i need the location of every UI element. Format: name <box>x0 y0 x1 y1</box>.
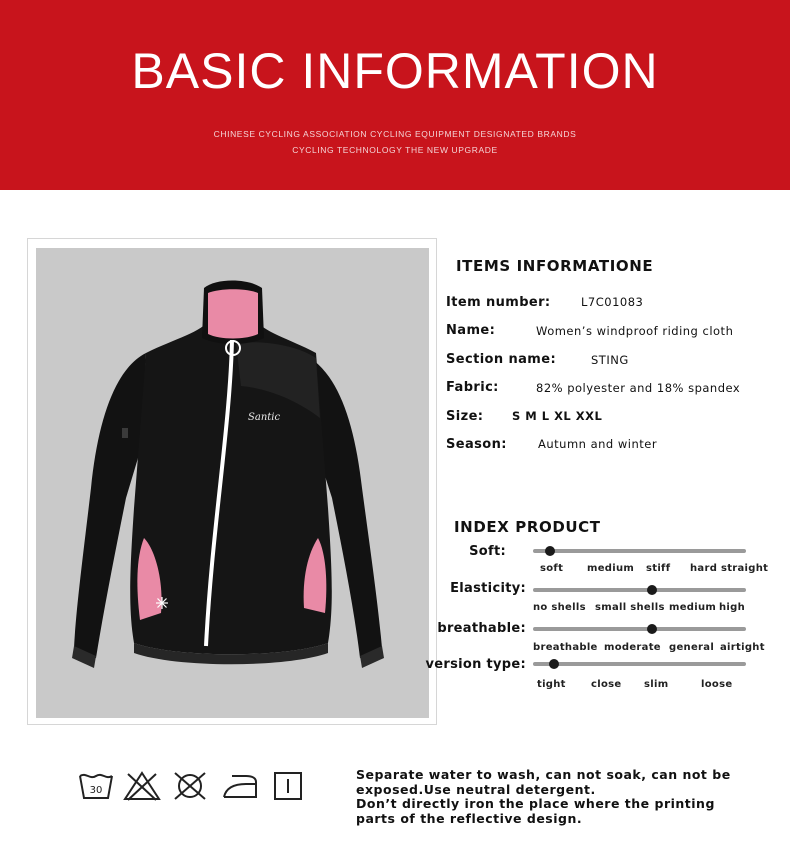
version-type-option: slim <box>644 679 669 690</box>
snowflake-logo-icon <box>156 597 168 609</box>
header-banner <box>0 0 790 190</box>
elasticity-scale <box>533 588 746 592</box>
size-label: Size: <box>446 409 484 424</box>
breathable-option: general <box>669 642 715 653</box>
care-line: parts of the reflective design. <box>356 810 583 826</box>
svg-text:30: 30 <box>89 785 103 796</box>
breathable-indicator <box>647 624 657 634</box>
version-type-option: close <box>591 679 622 690</box>
breathable-option: moderate <box>604 642 661 653</box>
size-value: S M L XL XXL <box>512 409 603 423</box>
soft-option: soft <box>540 563 564 574</box>
fabric-value: 82% polyester and 18% spandex <box>536 381 741 395</box>
season-label: Season: <box>446 437 507 452</box>
version-type-indicator <box>549 659 559 669</box>
breathable-option: breathable <box>533 642 598 653</box>
page-title: BASIC INFORMATION <box>131 43 659 99</box>
soft-option: medium <box>587 563 635 574</box>
care-instructions <box>356 768 776 826</box>
name-value: Women’s windproof riding cloth <box>536 324 734 338</box>
season-value: Autumn and winter <box>538 437 658 451</box>
version-type-label: version type: <box>425 657 526 672</box>
section-name-value: STING <box>591 353 629 367</box>
dry-flat-icon <box>272 770 304 802</box>
care-line: exposed.Use neutral detergent. <box>356 781 596 797</box>
sleeve-badge <box>122 428 128 438</box>
item-number-label: Item number: <box>446 295 551 310</box>
banner-subtitle-1: CHINESE CYCLING ASSOCIATION CYCLING EQUIPMENT DESIGNATED BRANDS <box>213 129 577 139</box>
jacket-illustration <box>36 248 429 718</box>
elasticity-option: medium <box>669 602 717 613</box>
elasticity-option: high <box>719 602 746 613</box>
soft-label: Soft: <box>469 544 506 559</box>
elasticity-option: small shells <box>595 602 665 613</box>
version-type-scale <box>533 662 746 666</box>
section-name-label: Section name: <box>446 352 557 367</box>
elasticity-option: no shells <box>533 602 586 613</box>
wash-30-icon <box>78 770 114 802</box>
brand-logo: Santic <box>248 412 281 423</box>
no-tumble-dry-icon <box>170 770 210 802</box>
banner-subtitle-2: CYCLING TECHNOLOGY THE NEW UPGRADE <box>292 145 498 155</box>
name-label: Name: <box>446 323 496 338</box>
breathable-label: breathable: <box>437 621 526 636</box>
version-type-option: loose <box>701 679 733 690</box>
soft-option: hard straight <box>690 563 769 574</box>
elasticity-label: Elasticity: <box>450 581 526 596</box>
elasticity-indicator <box>647 585 657 595</box>
product-photo-frame <box>27 238 437 725</box>
breathable-option: airtight <box>720 642 765 653</box>
index-section-title: INDEX PRODUCT <box>454 518 601 536</box>
soft-scale <box>533 549 746 553</box>
soft-indicator <box>545 546 555 556</box>
version-type-option: tight <box>537 679 566 690</box>
no-bleach-icon <box>122 770 162 802</box>
soft-option: stiff <box>646 563 671 574</box>
breathable-scale <box>533 627 746 631</box>
fabric-label: Fabric: <box>446 380 499 395</box>
product-photo <box>36 248 429 718</box>
care-line: Separate water to wash, can not soak, can not be <box>356 767 731 782</box>
items-section-title: ITEMS INFORMATIONE <box>456 257 654 275</box>
iron-icon <box>220 770 260 802</box>
care-line: Don’t directly iron the place where the printing <box>356 796 715 811</box>
care-icons <box>78 770 308 806</box>
item-number-value: L7C01083 <box>581 295 644 309</box>
